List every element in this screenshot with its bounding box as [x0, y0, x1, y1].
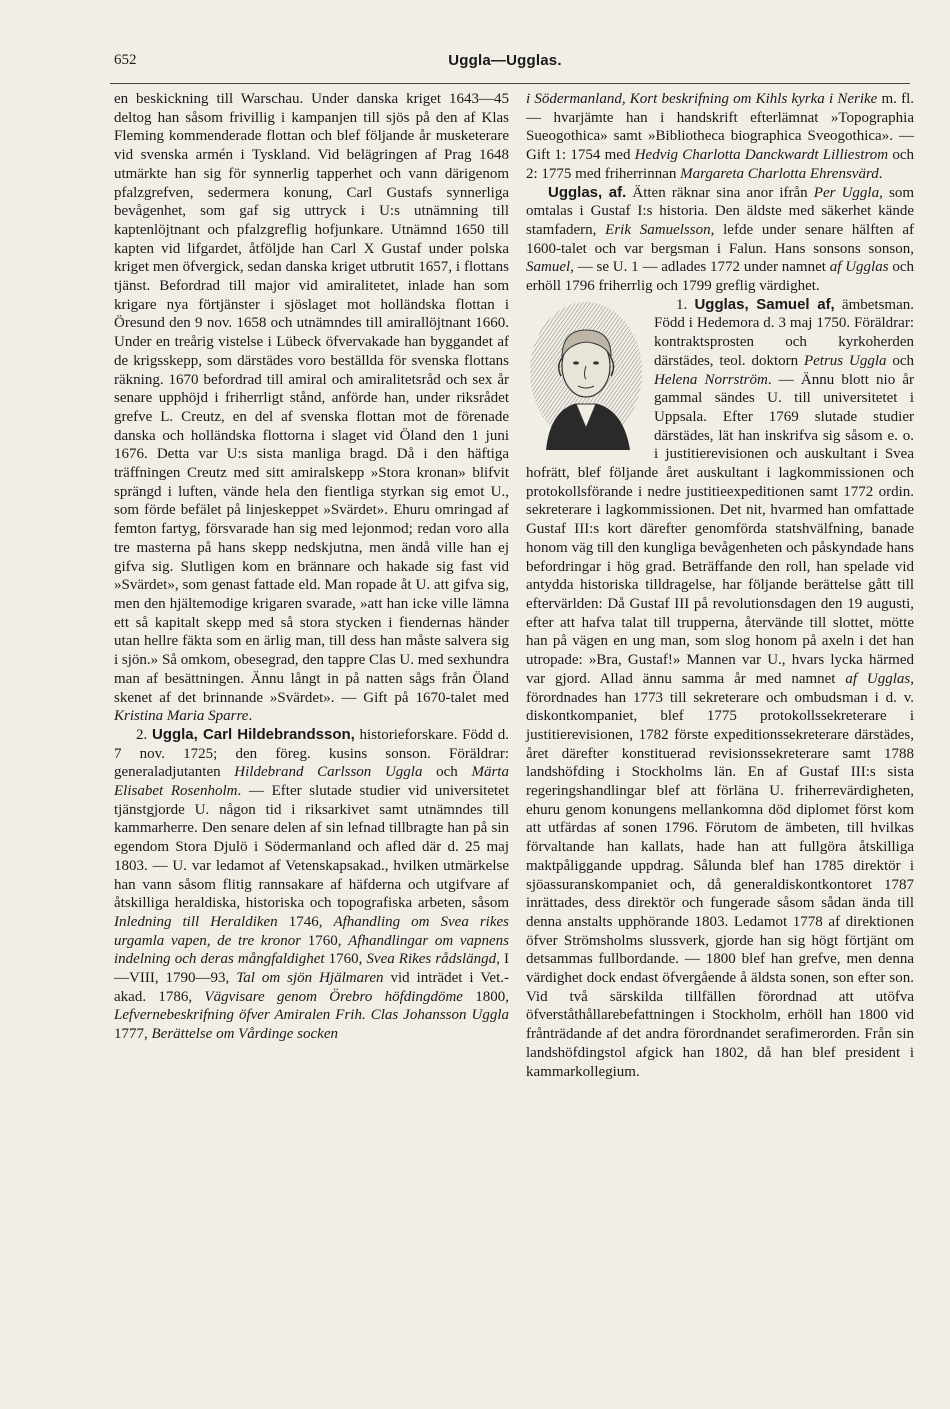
entry-ugglas-af: Ugglas, af. Ätten räknar sina anor ifrån Per Uggla, som omtalas i Gustaf I:s historia. Den äldste med säkerhet kände stamfadern, Erik Samuelsson, lefde under senare hälften af 1600-talet och var bergsman i Falun. Hans sonsons sonson, Samuel, — se U. 1 — adlades 1772 under namnet af Ugglas och erhöll 1796 friherrlig och 1799 greflig värdighet. — [526, 183, 914, 295]
right-column — [526, 90, 914, 1081]
portrait-engraving — [526, 300, 646, 450]
entry-ugglas-samuel: 1. Ugglas, Samuel af, ämbetsman. Född i Hedemora d. 3 maj 1750. Föräldrar: kontraktsprosten och kyrkoherden därstädes, teol. doktorn Petrus Uggla och Helena Norrström. — Ännu blott nio år gammal sändes U. till universitetet i Uppsala. Efter 1769 slutade studier därstädes, lät han inskrifva sig såsom e. o. i justitierevisionen och auskultant i Svea hofrätt, blef följande året auskultant i lagkommissionen och protokollsförande i nedre justitieexpeditionen samt 1772 ordin. sekreterare i lagkommissionen. Det nit, hvarmed han omfattade Gustaf III:s kort därefter genomförda statshvälfning, banade honom väg till den kungliga bevågenheten och påskyndade hans befordringar i hög grad. Beträffande den roll, han spelade vid antydda historiska tilldragelse, har följande berättelse gått till eftervärlden: Då Gustaf III på revolutionsdagen den 19 augusti, efter att hafva talat till trupperna, återvände till slottet, mötte han på vägen en ung man, som slog honom på axeln i det han utropade: »Bra, Gustaf!» Mannen var U., hvars lycka härmed var gjord. Allad ännu samma år med namnet af Ugglas, förordnades han 1773 till sekreterare och ombudsman i d. v. diskontkompaniet, blef 1775 protokollssekreterare i justitierevisionen, 1782 förste expeditionssekreterare därstädes, året därefter konstituerad revisionssekreterare samt 1788 landshöfding i Stockholms län. En af Gustaf III:s sista regeringshandlingar blef att förläna U. friherrevärdigheten, ehuru genom konungens mellankomna död diplomet först kom att utfärdas af sonen 1796. Förutom de ämbeten, till hvilkas förvaltande han kallats, hade han att fullgöra åtskilliga maktpåliggande uppdrag. Sålunda blef han 1785 direktör i sjöassuranskompaniet och, då generaldiskontkontoret 1787 inrättades, dess direktör och fungerade såsom sådan ända till denna anstalts upphörande 1803. Ledamot 1778 af direktionen öfver Strömsholms slussverk, gjorde han sig högt förtjänt om detsammas fullbordande. — 1800 blef han grefve, men denna värdighet dock endast öfvergående å äldsta sonen, son efter son. Vid två särskilda tillfällen förordnad att utöfva öfverståthållarebefattningen i Stockholm, erhöll han 1800 vid frånträdande af det andra förordnandet serafimerorden. Från sin landshöfdingstol afgick han 1802, då han blef president i kammarkollegium. — [526, 295, 915, 1080]
entry-uggla-carl-hildebrandsson: 2. Uggla, Carl Hildebrandsson, historieforskare. Född d. 7 nov. 1725; den föreg. kusins sonson. Föräldrar: generaladjutanten Hildebrand Carlsson Uggla och Märta Elisabet Rosenholm. — Efter slutade studier vid universitetet tjänstgjorde U. någon tid i riksarkivet samt utnämndes till kammarherre. Den senare delen af sin lefnad tillbragte han på sin egendom Stora Djulö i Södermanland och afled där d. 25 maj 1803. — U. var ledamot af Vetenskapsakad., hvilken utmärkelse han vann såsom flitig rannsakare af häfderna och utgifvare af åtskilliga heraldiska, historiska och topografiska arbeten, såsom Inledning till Heraldiken 1746, Afhandling om Svea rikes urgamla vapen, de tre kronor 1760, Afhandlingar om vapnens indelning och deras mångfaldighet 1760, Svea Rikes rådslängd, I—VIII, 1790—93, Tal om sjön Hjälmaren vid inträdet i Vet.-akad. 1786, Vägvisare genom Örebro höfdingdöme 1800, Lefvernebeskrifning öfver Amiralen Frih. Clas Johansson Uggla 1777, Berättelse om Vårdinge socken — [114, 725, 510, 1043]
header-rule — [110, 83, 910, 84]
entry-continuation: en beskickning till Warschau. Under danska kriget 1643—45 deltog han såsom frivillig i kampanjen till sjös på den af Klas Fleming kommenderade flottan och blef följande år musketerare vid svenska armén i Tyskland. Vid belägringen af Prag 1648 utmärkte han sig för synnerlig tapperhet och vann därigenom pfalzgrefven, sedermera konung, Carl Gustafs synnerliga bevågenhet, som gaf sig uttryck i U:s utnämning till kaptenlöjtnant och pfalzgreflig hofjunkare. Utnämnd 1650 till kapten vid lifgardet, åtföljde han Carl X Gustaf under polska kriget men öfvergick, sedan danska kriget utbrutit 1657, i flottans tjänst. Befordrad till major vid amiralitetet, inlade han som krigare nya förtjänster i sjöslaget mot holländska flottan i Öresund den 9 nov. 1658 och utnämndes till amirallöjtnant 1660. Under en treårig vistelse i Lübeck öfvervakade han byggandet af de krigsskepp, som därstädes voro beställda för svenska flottans räkning. 1670 befordrad till amiral och amiralitetsråd och sex år senare upphöjd i friherrligt stånd, anförde han, under riksrådet grefve L. Creutz, en del af svenska flottan mot de förenade danska och holländska flottorna i slaget vid Öland den 1 juni 1676. Detta var U:s sista manliga bragd. Då i den häftiga träffningen Creutz med sitt amiralskepp »Stora kronan» blifvit sprängd i luften, vände hela den fientliga styrkan sig emot U., som förde befälet på linjeskeppet »Svärdet». Ehuru omringad af femton fartyg, försvarade han sig med lejonmod; redan voro alla tre masterna på hans skepp nedskjutna, men ändå ville han ej gifva sig. Slutligen kom en brännare och hakade sig fast vid »Svärdet», som genast fattade eld. Man ropade åt U. att gifva sig, men den hjältemodige krigaren svarade, »att han icke ville lämna ett så kapitalt skepp med så stora stycken i fiendernas händer utan hellre fäkta som en ärlig man, till dess han måste salvera sig i sjön.» Så omkom, obesegrad, den tappre Clas U. med sexhundra man af besättningen. Ännu långt in på natten sågs från Öland skenet af det brinnande »Svärdet». — Gift på 1670-talet med Kristina Maria Sparre. — [114, 91, 509, 725]
entry-continuation-right: i Södermanland, Kort beskrifning om Kihls kyrka i Nerike m. fl. — hvarjämte han i handskrift efterlämnat »Topographia Sueogothica» samt »Bibliotheca biographica Sveogothica». — Gift 1: 1754 med Hedvig Charlotta Danckwardt Lilliestrom och 2: 1775 med friherrinnan Margareta Charlotta Ehrensvärd. — [526, 91, 914, 182]
page-number: 652 — [114, 52, 137, 68]
page-header — [114, 52, 896, 76]
entry-heading: Ugglas, af. — [548, 183, 627, 201]
entry-heading: Uggla, Carl Hildebrandsson, — [151, 725, 355, 743]
running-title: Uggla—Ugglas. — [448, 52, 562, 69]
left-column — [114, 90, 509, 1044]
entry-heading: Ugglas, Samuel af, — [694, 295, 835, 313]
